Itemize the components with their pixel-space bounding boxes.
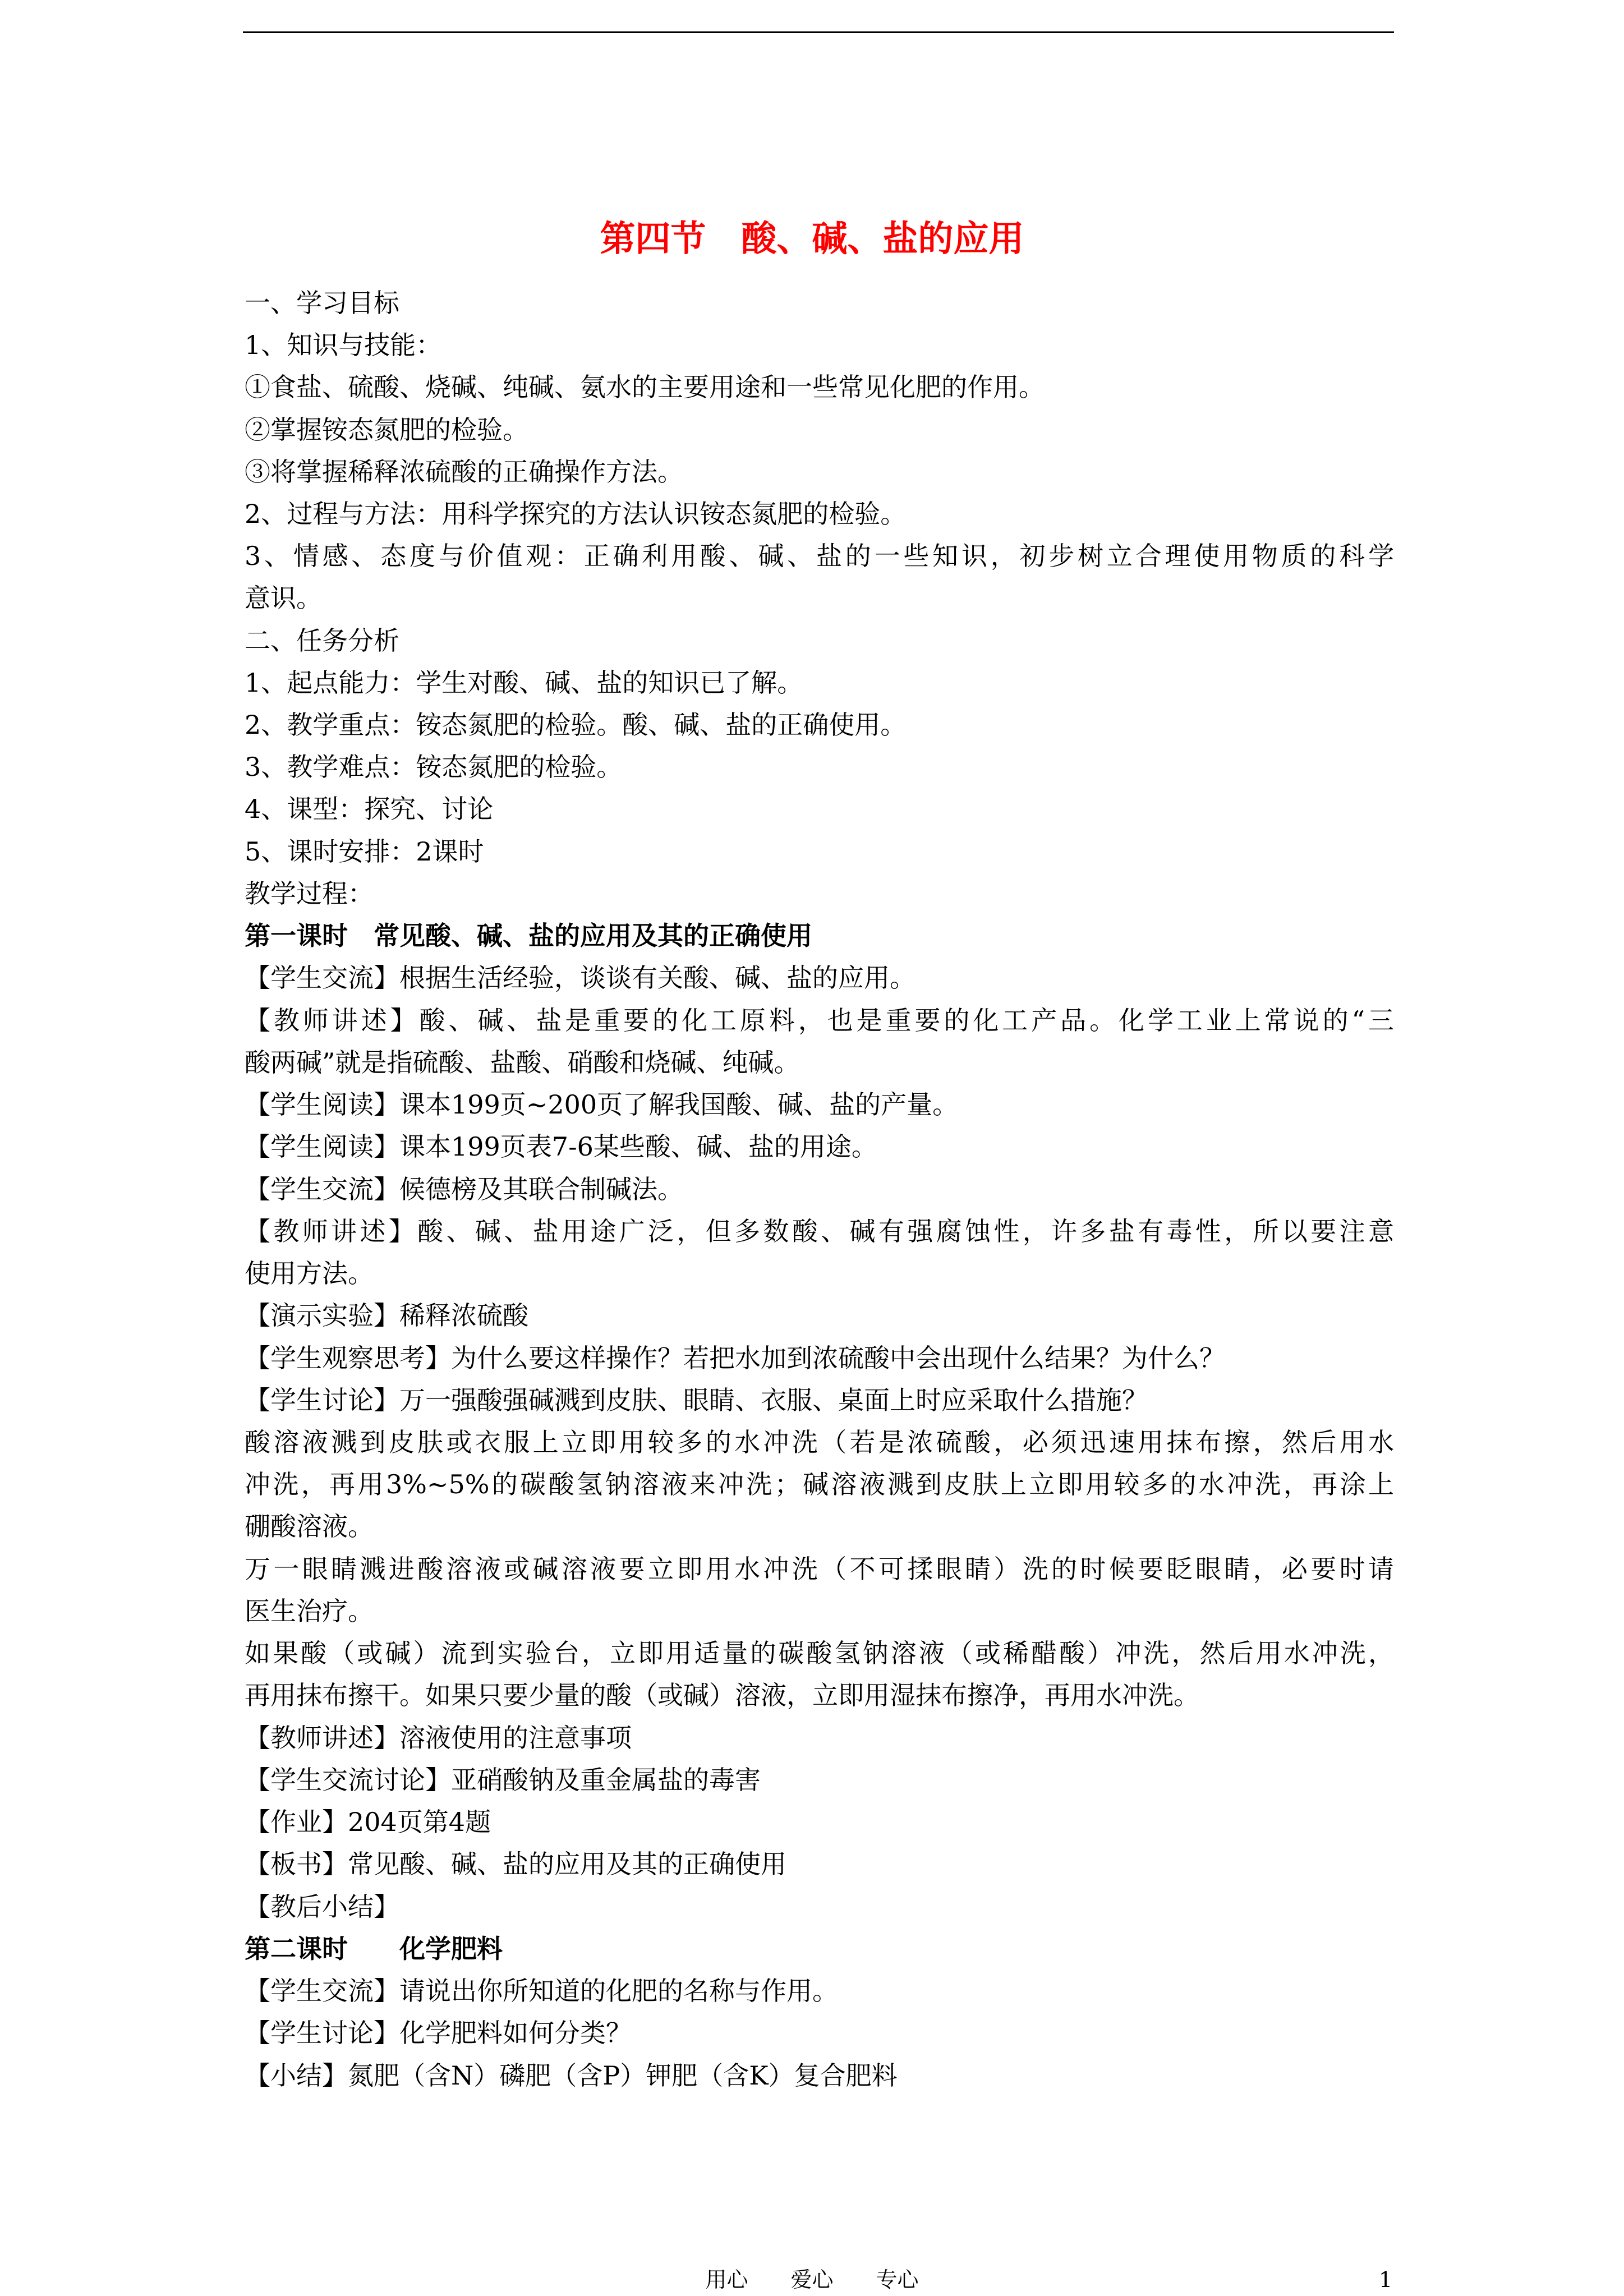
body-line: 【教后小结】 [245, 1892, 399, 1922]
page-title: 第四节 酸、碱、盐的应用 [600, 218, 1024, 259]
body-line: 酸溶液溅到皮肤或衣服上立即用较多的水冲洗（若是浓硫酸，必须迅速用抹布擦，然后用水 [245, 1427, 1394, 1457]
body-line: 【教师讲述】溶液使用的注意事项 [245, 1723, 632, 1753]
body-line: 万一眼睛溅进酸溶液或碱溶液要立即用水冲洗（不可揉眼睛）洗的时候要眨眼睛，必要时请 [245, 1554, 1394, 1584]
body-line: 1、起点能力：学生对酸、碱、盐的知识已了解。 [245, 668, 803, 698]
body-line: 【教师讲述】酸、碱、盐是重要的化工原料，也是重要的化工产品。化学工业上常说的“三 [245, 1005, 1394, 1036]
body-line: 再用抹布擦干。如果只要少量的酸（或碱）溶液，立即用湿抹布擦净，再用水冲洗。 [245, 1680, 1199, 1710]
body-line: ③将掌握稀释浓硫酸的正确操作方法。 [245, 457, 683, 487]
body-line: 3、教学难点：铵态氮肥的检验。 [245, 752, 623, 782]
body-line: 如果酸（或碱）流到实验台，立即用适量的碳酸氢钠溶液（或稀醋酸）冲洗，然后用水冲洗， [245, 1638, 1394, 1668]
body-line: 【小结】氮肥（含N）磷肥（含P）钾肥（含K）复合肥料 [245, 2060, 898, 2091]
section-heading-analysis: 二、任务分析 [245, 625, 399, 656]
body-line: 【学生观察思考】为什么要这样操作？若把水加到浓硫酸中会出现什么结果？为什么？ [245, 1343, 1225, 1373]
body-line: 【学生讨论】万一强酸强碱溅到皮肤、眼睛、衣服、桌面上时应采取什么措施？ [245, 1385, 1148, 1415]
page-number: 1 [1379, 2267, 1393, 2292]
body-line: 【学生阅读】课本199页~200页了解我国酸、碱、盐的产量。 [245, 1089, 959, 1120]
body-line: 【学生阅读】课本199页表7-6某些酸、碱、盐的用途。 [245, 1131, 877, 1162]
body-line: 2、过程与方法：用科学探究的方法认识铵态氮肥的检验。 [245, 499, 907, 529]
body-line: 教学过程： [245, 878, 374, 909]
body-line: ②掌握铵态氮肥的检验。 [245, 415, 528, 445]
body-line: 4、课型：探究、讨论 [245, 794, 494, 824]
body-line: 【板书】常见酸、碱、盐的应用及其的正确使用 [245, 1849, 786, 1879]
body-line: 硼酸溶液。 [245, 1511, 374, 1542]
body-line: 【教师讲述】酸、碱、盐用途广泛，但多数酸、碱有强腐蚀性，许多盐有毒性，所以要注意 [245, 1216, 1394, 1246]
body-line: 【学生讨论】化学肥料如何分类？ [245, 2018, 632, 2048]
body-line: 【学生交流讨论】亚硝酸钠及重金属盐的毒害 [245, 1765, 761, 1795]
body-line: 1、知识与技能： [245, 330, 442, 360]
body-line: 3、情感、态度与价值观：正确利用酸、碱、盐的一些知识，初步树立合理使用物质的科学 [245, 541, 1394, 571]
body-line: 意识。 [245, 583, 322, 613]
footer-motto: 用心 爱心 专心 [705, 2267, 919, 2292]
body-line: 【学生交流】候德榜及其联合制碱法。 [245, 1174, 683, 1204]
lesson-two-heading: 第二课时 化学肥料 [245, 1934, 503, 1964]
body-line: 【学生交流】根据生活经验，谈谈有关酸、碱、盐的应用。 [245, 963, 915, 993]
body-line: 酸两碱”就是指硫酸、盐酸、硝酸和烧碱、纯碱。 [245, 1047, 800, 1078]
body-line: ①食盐、硫酸、烧碱、纯碱、氨水的主要用途和一些常见化肥的作用。 [245, 372, 1045, 402]
lesson-one-heading: 第一课时 常见酸、碱、盐的应用及其的正确使用 [245, 921, 812, 951]
body-line: 2、教学重点：铵态氮肥的检验。酸、碱、盐的正确使用。 [245, 710, 907, 740]
body-line: 冲洗，再用3%~5%的碳酸氢钠溶液来冲洗；碱溶液溅到皮肤上立即用较多的水冲洗，再涂上 [245, 1469, 1394, 1499]
body-line: 【作业】204页第4题 [245, 1807, 491, 1837]
section-heading-objectives: 一、学习目标 [245, 288, 399, 318]
body-line: 5、课时安排：2课时 [245, 836, 484, 867]
body-line: 【学生交流】请说出你所知道的化肥的名称与作用。 [245, 1976, 838, 2006]
header-rule [243, 31, 1394, 33]
body-line: 医生治疗。 [245, 1596, 374, 1626]
body-line: 【演示实验】稀释浓硫酸 [245, 1300, 528, 1331]
body-line: 使用方法。 [245, 1258, 374, 1289]
